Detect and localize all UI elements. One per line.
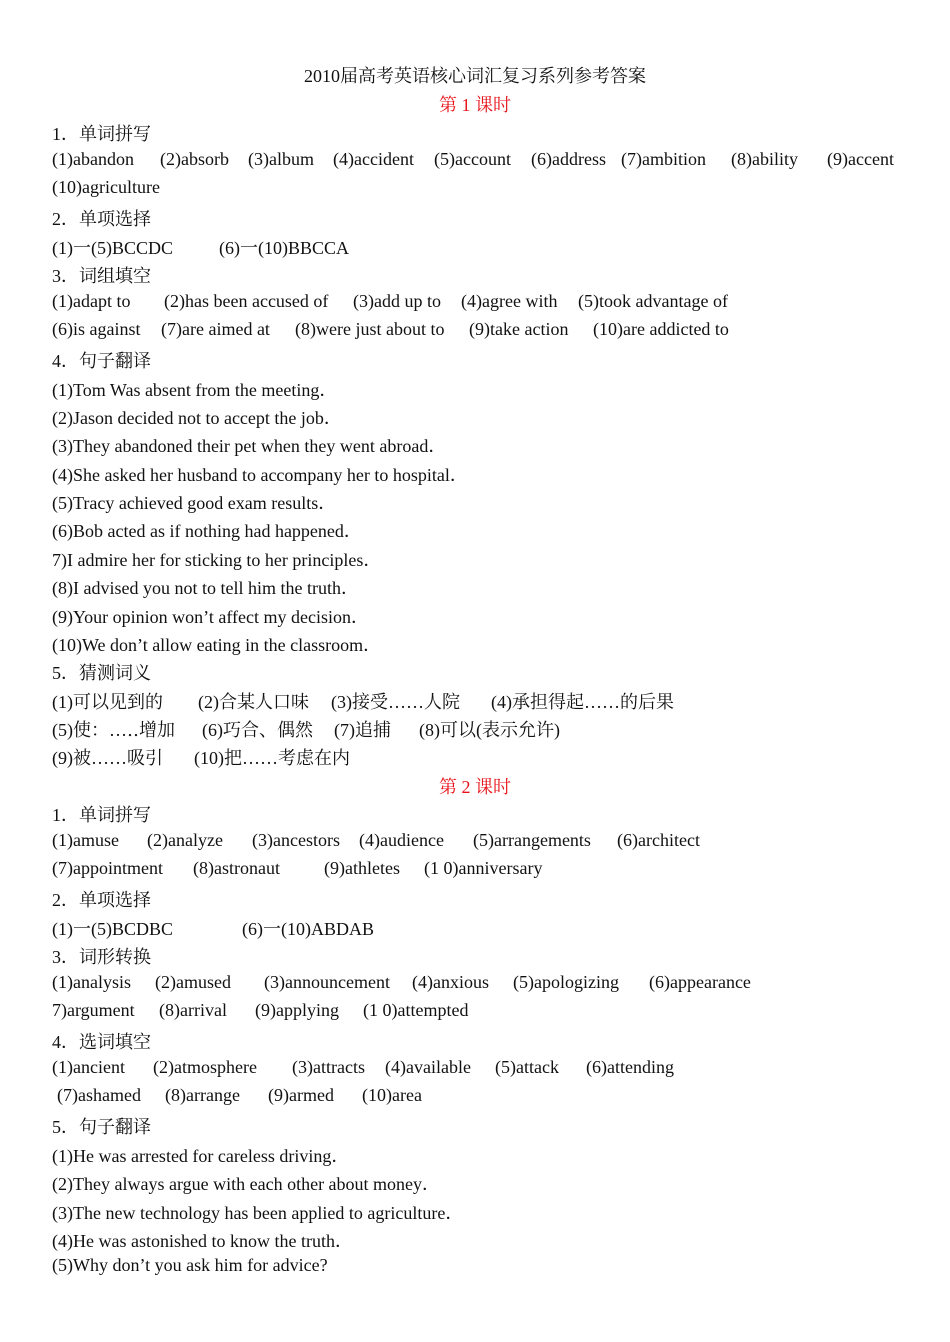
- answer-item: (5)apologizing: [513, 972, 619, 992]
- translation-line: (5)Tracy achieved good exam results．: [52, 493, 337, 513]
- l2-s2-title: 2．单项选择: [52, 890, 151, 910]
- answer-item: (6)attending: [586, 1057, 674, 1077]
- answer-item: (1)可以见到的: [52, 692, 163, 712]
- answer-item: (9)athletes: [324, 858, 400, 878]
- answer-item: (1 0)anniversary: [424, 858, 543, 878]
- answer-item: (4)available: [385, 1057, 471, 1077]
- l2-s1-row2: [0, 858, 950, 882]
- l1-s1-title: 1．单词拼写: [52, 124, 151, 144]
- l1-s5-row3: [0, 744, 950, 768]
- answer-item: (9)armed: [268, 1085, 334, 1105]
- answer-item: (4)audience: [359, 830, 444, 850]
- l2-s1-row1: [0, 830, 950, 854]
- l2-s4-row1: [0, 1057, 950, 1081]
- l1-s5-row1: [0, 688, 950, 712]
- answer-item: (7)追捕: [334, 720, 391, 740]
- answer-item: (2)amused: [155, 972, 231, 992]
- translation-line: (3)They abandoned their pet when they went abroad．: [52, 436, 447, 456]
- answer-item: (4)承担得起……的后果: [491, 692, 674, 712]
- lesson-2-heading: 第 2 课时: [439, 777, 511, 797]
- answer-item: (1)一(5)BCCDC: [52, 238, 173, 258]
- answer-item: (4)agree with: [461, 291, 558, 311]
- answer-item: (3)album: [248, 149, 314, 169]
- l2-s3-row2: [0, 1000, 950, 1024]
- document-title: 2010届高考英语核心词汇复习系列参考答案: [304, 66, 646, 86]
- answer-item: (5)took advantage of: [578, 291, 728, 311]
- answer-item: (9)take action: [469, 319, 569, 339]
- answer-item: (1 0)attempted: [363, 1000, 469, 1020]
- translation-line: (8)I advised you not to tell him the truth．: [52, 578, 359, 598]
- answer-item: (8)were just about to: [295, 319, 445, 339]
- l1-s2-title: 2．单项选择: [52, 209, 151, 229]
- answer-item: (5)attack: [495, 1057, 559, 1077]
- answer-item: (7)appointment: [52, 858, 163, 878]
- translation-line: (5)Why don’t you ask him for advice?: [52, 1255, 328, 1275]
- answer-item: (7)ambition: [621, 149, 706, 169]
- answer-item: (8)ability: [731, 149, 798, 169]
- answer-item: (8)astronaut: [193, 858, 280, 878]
- answer-item: (5)arrangements: [473, 830, 591, 850]
- l1-s2-row1: [0, 234, 950, 258]
- answer-item: (3)add up to: [353, 291, 441, 311]
- answer-item: (8)可以(表示允许): [419, 720, 560, 740]
- answer-item: (6)is against: [52, 319, 141, 339]
- translation-line: (6)Bob acted as if nothing had happened．: [52, 521, 362, 541]
- translation-line: (9)Your opinion won’t affect my decision．: [52, 607, 369, 627]
- answer-item: (8)arrival: [159, 1000, 227, 1020]
- l2-s3-row1: [0, 972, 950, 996]
- translation-line: (4)He was astonished to know the truth．: [52, 1231, 353, 1251]
- answer-item: (10)把……考虑在内: [194, 748, 350, 768]
- answer-item: (9)被……吸引: [52, 748, 163, 768]
- answer-item: (2)atmosphere: [153, 1057, 257, 1077]
- answer-item: (3)announcement: [264, 972, 390, 992]
- answer-item: (1)一(5)BCDBC: [52, 919, 173, 939]
- l1-s3-row2: [0, 319, 950, 343]
- l2-s5-title: 5．句子翻译: [52, 1117, 151, 1137]
- l2-s4-row2: [0, 1085, 950, 1109]
- l1-s1-row2: (10)agriculture: [52, 177, 160, 197]
- answer-item: (3)ancestors: [252, 830, 340, 850]
- answer-item: (6)一(10)BBCCA: [219, 238, 349, 258]
- answer-item: (2)合某人口味: [198, 692, 309, 712]
- answer-item: (2)absorb: [160, 149, 229, 169]
- translation-line: (1)He was arrested for careless driving．: [52, 1146, 350, 1166]
- l2-s3-title: 3．词形转换: [52, 947, 151, 967]
- l1-s1-row1: [0, 149, 950, 173]
- translation-line: (10)We don’t allow eating in the classroom．: [52, 635, 382, 655]
- l2-s4-title: 4．选词填空: [52, 1032, 151, 1052]
- answer-item: (6)巧合、偶然: [202, 720, 313, 740]
- translation-line: 7)I admire her for sticking to her principles．: [52, 550, 382, 570]
- answer-item: (7)are aimed at: [161, 319, 270, 339]
- answer-item: (9)applying: [255, 1000, 339, 1020]
- answer-item: (1)analysis: [52, 972, 131, 992]
- answer-item: (6)一(10)ABDAB: [242, 919, 374, 939]
- answer-item: (6)appearance: [649, 972, 751, 992]
- answer-item: (2)analyze: [147, 830, 223, 850]
- answer-item: (4)anxious: [412, 972, 489, 992]
- translation-line: (1)Tom Was absent from the meeting．: [52, 380, 338, 400]
- l1-s3-row1: [0, 291, 950, 315]
- answer-item: (1)abandon: [52, 149, 134, 169]
- answer-item: (3)attracts: [292, 1057, 365, 1077]
- translation-line: (4)She asked her husband to accompany her to hospital．: [52, 465, 468, 485]
- l2-s1-title: 1．单词拼写: [52, 805, 151, 825]
- answer-item: (10)are addicted to: [593, 319, 729, 339]
- answer-item: (5)account: [434, 149, 511, 169]
- l1-s4-title: 4．句子翻译: [52, 351, 151, 371]
- answer-item: (4)accident: [333, 149, 414, 169]
- answer-item: 7)argument: [52, 1000, 135, 1020]
- answer-item: (6)architect: [617, 830, 700, 850]
- answer-item: (7)ashamed: [57, 1085, 141, 1105]
- translation-line: (2)They always argue with each other about money．: [52, 1174, 441, 1194]
- translation-line: (2)Jason decided not to accept the job．: [52, 408, 342, 428]
- answer-item: (1)ancient: [52, 1057, 125, 1077]
- l1-s3-title: 3．词组填空: [52, 266, 151, 286]
- answer-item: (9)accent: [827, 149, 894, 169]
- answer-item: (6)address: [531, 149, 606, 169]
- answer-item: (3)接受……人院: [331, 692, 460, 712]
- answer-item: (1)amuse: [52, 830, 119, 850]
- answer-item: (5)使：…‥增加: [52, 720, 175, 740]
- lesson-1-heading: 第 1 课时: [439, 95, 511, 115]
- answer-item: (1)adapt to: [52, 291, 131, 311]
- l2-s2-row1: [0, 915, 950, 939]
- answer-item: (2)has been accused of: [164, 291, 329, 311]
- answer-item: (8)arrange: [165, 1085, 240, 1105]
- l1-s5-title: 5．猜测词义: [52, 663, 151, 683]
- answer-item: (10)area: [362, 1085, 422, 1105]
- l1-s5-row2: [0, 716, 950, 740]
- translation-line: (3)The new technology has been applied to agriculture．: [52, 1203, 464, 1223]
